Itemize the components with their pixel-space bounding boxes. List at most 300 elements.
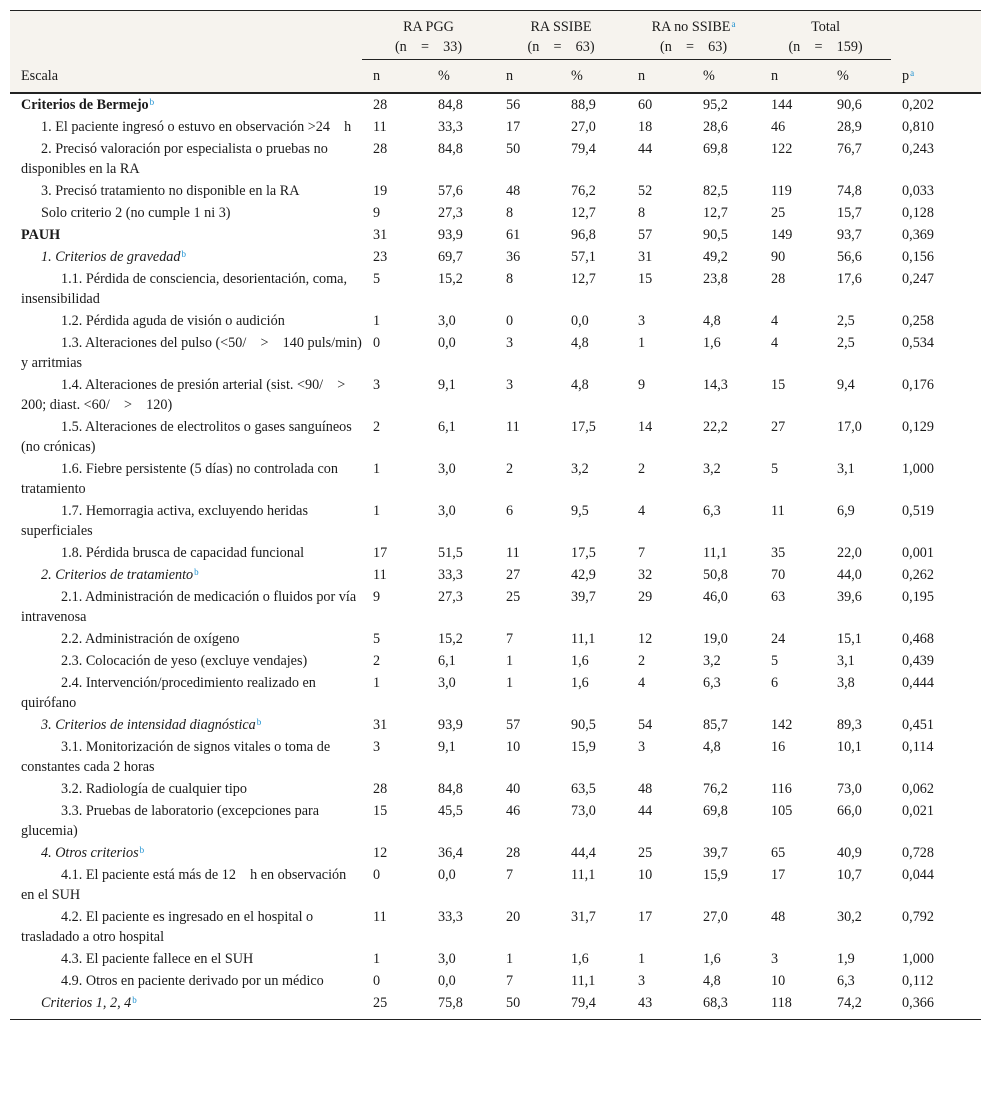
row-label: 1.4. Alteraciones de presión arterial (sist. <90/ > 200; diast. <60/ > 120) [21, 377, 360, 413]
cell-pct: 39,7 [703, 845, 728, 861]
cell-pct: 1,6 [703, 335, 721, 351]
cell-pct: 90,5 [703, 227, 728, 243]
cell-n: 31 [373, 227, 388, 243]
group-count: (n = 159) [788, 39, 863, 55]
cell-n: 3 [506, 377, 514, 393]
table-row [10, 247, 981, 269]
cell-pct: 73,0 [837, 781, 862, 797]
cell-n: 61 [506, 227, 521, 243]
group-header-ra-pgg [362, 11, 495, 60]
cell-p: 0,451 [902, 717, 934, 733]
cell-n: 25 [362, 993, 427, 1020]
cell-n: 60 [638, 97, 653, 113]
cell-pct: 51,5 [438, 545, 463, 561]
cell-pct: 6,3 [837, 973, 855, 989]
cell-n: 1 [506, 653, 514, 669]
cell-pct: 17,0 [837, 419, 862, 435]
cell-n: 28 [373, 141, 388, 157]
row-label: 3. Precisó tratamiento no disponible en la RA [41, 183, 300, 199]
row-label: 2.1. Administración de medicación o fluidos por vía intravenosa [21, 589, 357, 625]
cell-n: 11 [506, 419, 520, 435]
row-label-cell [10, 543, 362, 565]
cell-n: 70 [771, 567, 786, 583]
cell-n: 57 [638, 227, 653, 243]
column-header-pct: % [703, 68, 715, 84]
cell-pct: 89,3 [837, 717, 862, 733]
cell-pct: 17,6 [837, 271, 862, 287]
cell-pct: 27,3 [438, 205, 463, 221]
row-label: 4.2. El paciente es ingresado en el hospital o trasladado a otro hospital [21, 909, 314, 945]
table-row [10, 203, 981, 225]
cell-n: 1 [373, 503, 381, 519]
cell-n: 118 [760, 993, 826, 1020]
cell-n: 11 [373, 119, 387, 135]
cell-n: 8 [506, 271, 514, 287]
cell-n: 7 [506, 867, 514, 883]
cell-p: 0,243 [902, 141, 934, 157]
cell-pct: 93,9 [438, 227, 463, 243]
cell-pct: 28,9 [837, 119, 862, 135]
cell-n: 25 [771, 205, 786, 221]
cell-p: 0,366 [891, 993, 981, 1020]
cell-p: 0,444 [902, 675, 934, 691]
footnote-marker: a [910, 67, 915, 78]
row-label-cell [10, 715, 362, 737]
cell-n: 19 [373, 183, 388, 199]
cell-n: 15 [373, 803, 388, 819]
cell-pct: 6,1 [438, 419, 456, 435]
cell-n: 48 [771, 909, 786, 925]
cell-pct: 9,4 [837, 377, 855, 393]
cell-p: 0,129 [902, 419, 934, 435]
cell-p: 0,258 [902, 313, 934, 329]
table-row [10, 117, 981, 139]
cell-pct: 1,6 [571, 675, 589, 691]
cell-pct: 27,0 [703, 909, 728, 925]
cell-pct: 3,2 [703, 653, 721, 669]
cell-n: 5 [373, 631, 381, 647]
cell-n: 2 [506, 461, 514, 477]
cell-pct: 15,9 [703, 867, 728, 883]
cell-n: 142 [771, 717, 793, 733]
cell-n: 119 [771, 183, 792, 199]
cell-pct: 95,2 [703, 97, 728, 113]
results-table-container [10, 10, 981, 1020]
cell-n: 90 [771, 249, 786, 265]
cell-p: 1,000 [902, 951, 934, 967]
cell-pct: 3,1 [837, 653, 855, 669]
table-row [10, 417, 981, 459]
row-label-cell [10, 459, 362, 501]
cell-pct: 4,8 [571, 335, 589, 351]
row-label-cell [10, 737, 362, 779]
row-label-cell [10, 501, 362, 543]
column-header-n: n [638, 68, 646, 84]
group-header-ra-no-ssibe [627, 11, 760, 60]
row-label: 3. Criterios de intensidad diagnóstica [41, 717, 256, 733]
cell-n: 3 [638, 739, 646, 755]
cell-n: 3 [771, 951, 779, 967]
cell-pct: 14,3 [703, 377, 728, 393]
cell-n: 27 [506, 567, 521, 583]
cell-pct: 69,7 [438, 249, 463, 265]
cell-n: 3 [506, 335, 514, 351]
cell-pct: 0,0 [438, 867, 456, 883]
cell-pct: 0,0 [438, 335, 456, 351]
cell-n: 3 [373, 739, 381, 755]
row-label: Criterios de Bermejo [21, 97, 149, 113]
cell-pct: 84,8 [438, 781, 463, 797]
cell-pct: 75,8 [427, 993, 495, 1020]
cell-pct: 10,1 [837, 739, 862, 755]
cell-n: 65 [771, 845, 786, 861]
cell-pct: 76,2 [703, 781, 728, 797]
table-row [10, 333, 981, 375]
cell-pct: 1,6 [703, 951, 721, 967]
cell-n: 17 [506, 119, 521, 135]
cell-pct: 73,0 [571, 803, 596, 819]
group-name: RA SSIBE [530, 19, 592, 35]
cell-n: 57 [506, 717, 521, 733]
cell-n: 20 [506, 909, 521, 925]
cell-n: 5 [373, 271, 381, 287]
cell-p: 0,033 [902, 183, 934, 199]
row-label-cell [10, 203, 362, 225]
cell-p: 0,044 [902, 867, 934, 883]
cell-n: 105 [771, 803, 793, 819]
cell-n: 1 [373, 951, 381, 967]
cell-n: 31 [638, 249, 653, 265]
cell-pct: 76,7 [837, 141, 862, 157]
row-label: 3.3. Pruebas de laboratorio (excepciones para glucemia) [21, 803, 320, 839]
row-label: PAUH [21, 227, 61, 243]
table-row [10, 93, 981, 117]
cell-p: 0,519 [902, 503, 934, 519]
cell-pct: 3,0 [438, 503, 456, 519]
row-label-cell [10, 843, 362, 865]
cell-n: 1 [373, 461, 381, 477]
table-row [10, 587, 981, 629]
row-label-cell [10, 247, 362, 269]
cell-n: 1 [506, 675, 514, 691]
cell-n: 10 [506, 739, 521, 755]
cell-pct: 6,1 [438, 653, 456, 669]
cell-pct: 31,7 [571, 909, 596, 925]
cell-n: 24 [771, 631, 786, 647]
table-row [10, 225, 981, 247]
cell-pct: 39,6 [837, 589, 862, 605]
cell-p: 0,468 [902, 631, 934, 647]
row-label-cell [10, 93, 362, 117]
cell-pct: 69,8 [703, 141, 728, 157]
cell-n: 17 [373, 545, 388, 561]
row-label: 2.2. Administración de oxígeno [61, 631, 240, 647]
cell-n: 50 [495, 993, 560, 1020]
row-label: Solo criterio 2 (no cumple 1 ni 3) [41, 205, 231, 221]
table-row [10, 843, 981, 865]
cell-p: 0,810 [902, 119, 934, 135]
row-label-cell [10, 629, 362, 651]
footnote-marker: b [256, 717, 262, 727]
cell-pct: 69,8 [703, 803, 728, 819]
cell-n: 27 [771, 419, 786, 435]
table-row [10, 375, 981, 417]
table-row [10, 779, 981, 801]
row-label-cell [10, 651, 362, 673]
table-header [10, 11, 981, 94]
row-label-cell [10, 375, 362, 417]
column-header-p-label: p [902, 67, 910, 84]
cell-n: 23 [373, 249, 388, 265]
cell-n: 2 [638, 653, 646, 669]
cell-n: 7 [638, 545, 646, 561]
cell-p: 0,534 [902, 335, 934, 351]
cell-n: 28 [373, 781, 388, 797]
row-label-cell [10, 181, 362, 203]
cell-pct: 88,9 [571, 97, 596, 113]
cell-pct: 4,8 [703, 973, 721, 989]
cell-pct: 11,1 [571, 631, 596, 647]
cell-n: 1 [638, 335, 646, 351]
row-label-cell [10, 673, 362, 715]
cell-pct: 44,0 [837, 567, 862, 583]
row-label-cell [10, 225, 362, 247]
cell-n: 116 [771, 781, 792, 797]
cell-n: 9 [373, 589, 381, 605]
cell-pct: 3,0 [438, 951, 456, 967]
group-header-total [760, 11, 891, 60]
cell-n: 46 [771, 119, 786, 135]
table-row [10, 501, 981, 543]
cell-p: 0,195 [902, 589, 934, 605]
header-blank [10, 11, 362, 60]
cell-n: 40 [506, 781, 521, 797]
cell-n: 0 [373, 867, 381, 883]
cell-pct: 74,8 [837, 183, 862, 199]
cell-pct: 40,9 [837, 845, 862, 861]
cell-n: 28 [506, 845, 521, 861]
cell-p: 0,439 [902, 653, 934, 669]
row-label-cell [10, 971, 362, 993]
cell-n: 54 [638, 717, 653, 733]
row-label: 1. Criterios de gravedad [41, 249, 181, 265]
cell-pct: 33,3 [438, 567, 463, 583]
cell-n: 31 [373, 717, 388, 733]
cell-n: 1 [638, 951, 646, 967]
cell-pct: 9,1 [438, 377, 456, 393]
cell-n: 63 [771, 589, 786, 605]
table-row [10, 311, 981, 333]
table-row [10, 801, 981, 843]
cell-n: 7 [506, 631, 514, 647]
table-row [10, 629, 981, 651]
cell-n: 32 [638, 567, 653, 583]
footnote-marker: a [731, 19, 736, 29]
cell-p: 0,156 [902, 249, 934, 265]
cell-n: 12 [373, 845, 388, 861]
row-label: 2.3. Colocación de yeso (excluye vendajes) [61, 653, 308, 669]
cell-p: 0,114 [902, 739, 934, 755]
cell-pct: 17,5 [571, 545, 596, 561]
cell-pct: 28,6 [703, 119, 728, 135]
cell-p: 0,728 [902, 845, 934, 861]
table-row [10, 715, 981, 737]
row-label: 1.5. Alteraciones de electrolitos o gases sanguíneos (no crónicas) [21, 419, 352, 455]
cell-n: 56 [506, 97, 521, 113]
row-label-cell [10, 587, 362, 629]
cell-pct: 57,1 [571, 249, 596, 265]
table-row [10, 139, 981, 181]
header-blank [891, 11, 981, 60]
footnote-marker: b [194, 567, 199, 577]
cell-n: 4 [771, 313, 779, 329]
cell-p: 0,001 [902, 545, 934, 561]
cell-n: 4 [638, 503, 646, 519]
cell-pct: 9,1 [438, 739, 456, 755]
table-row [10, 651, 981, 673]
cell-n: 44 [638, 141, 653, 157]
cell-n: 9 [373, 205, 381, 221]
cell-pct: 79,4 [571, 141, 596, 157]
footnote-marker: b [149, 97, 155, 107]
cell-pct: 1,6 [571, 653, 589, 669]
cell-n: 2 [638, 461, 646, 477]
cell-n: 43 [627, 993, 692, 1020]
cell-n: 25 [638, 845, 653, 861]
cell-pct: 63,5 [571, 781, 596, 797]
row-label: 1.2. Pérdida aguda de visión o audición [61, 313, 285, 329]
cell-n: 7 [506, 973, 514, 989]
cell-pct: 15,7 [837, 205, 862, 221]
column-header-n: n [771, 68, 779, 84]
cell-n: 4 [638, 675, 646, 691]
cell-n: 11 [506, 545, 520, 561]
cell-pct: 4,8 [703, 739, 721, 755]
cell-n: 11 [771, 503, 785, 519]
cell-pct: 17,5 [571, 419, 596, 435]
column-header-n: n [506, 68, 514, 84]
cell-n: 6 [771, 675, 779, 691]
cell-pct: 96,8 [571, 227, 596, 243]
cell-n: 5 [771, 653, 779, 669]
row-label: 1.7. Hemorragia activa, excluyendo heridas superficiales [21, 503, 308, 539]
cell-n: 122 [771, 141, 793, 157]
cell-n: 3 [638, 313, 646, 329]
cell-pct: 12,7 [571, 205, 596, 221]
cell-p: 1,000 [902, 461, 934, 477]
cell-p: 0,792 [902, 909, 934, 925]
cell-pct: 84,8 [438, 97, 463, 113]
cell-pct: 3,8 [837, 675, 855, 691]
cell-pct: 3,2 [571, 461, 589, 477]
cell-pct: 27,3 [438, 589, 463, 605]
row-label-cell [10, 949, 362, 971]
cell-n: 17 [638, 909, 653, 925]
cell-n: 149 [771, 227, 793, 243]
cell-pct: 10,7 [837, 867, 862, 883]
row-label: 3.1. Monitorización de signos vitales o toma de constantes cada 2 horas [21, 739, 331, 775]
table-row [10, 993, 981, 1020]
cell-n: 3 [373, 377, 381, 393]
column-header-pct: % [571, 68, 583, 84]
cell-n: 1 [373, 675, 381, 691]
cell-pct: 1,6 [571, 951, 589, 967]
table-row [10, 543, 981, 565]
cell-n: 5 [771, 461, 779, 477]
cell-pct: 44,4 [571, 845, 596, 861]
table-row [10, 459, 981, 501]
cell-n: 48 [638, 781, 653, 797]
row-label-cell [10, 139, 362, 181]
table-row [10, 565, 981, 587]
cell-n: 2 [373, 419, 381, 435]
cell-n: 15 [638, 271, 653, 287]
cell-n: 1 [506, 951, 514, 967]
cell-pct: 0,0 [438, 973, 456, 989]
cell-pct: 15,9 [571, 739, 596, 755]
cell-pct: 2,5 [837, 313, 855, 329]
cell-n: 11 [373, 567, 387, 583]
table-body [10, 93, 981, 1020]
group-header-ra-ssibe [495, 11, 627, 60]
column-header-pct: % [837, 68, 849, 84]
footnote-marker: b [139, 845, 145, 855]
table-row [10, 865, 981, 907]
cell-n: 17 [771, 867, 786, 883]
table-row [10, 181, 981, 203]
footnote-marker: b [132, 995, 137, 1005]
cell-n: 0 [506, 313, 514, 329]
cell-pct: 3,0 [438, 461, 456, 477]
cell-pct: 76,2 [571, 183, 596, 199]
cell-n: 16 [771, 739, 786, 755]
column-header-n: n [373, 68, 381, 84]
cell-pct: 49,2 [703, 249, 728, 265]
cell-n: 8 [506, 205, 514, 221]
row-label: 1.1. Pérdida de consciencia, desorientación, coma, insensibilidad [21, 271, 348, 307]
row-label: 1.6. Fiebre persistente (5 días) no controlada con tratamiento [21, 461, 338, 497]
cell-pct: 19,0 [703, 631, 728, 647]
cell-pct: 33,3 [438, 119, 463, 135]
cell-n: 48 [506, 183, 521, 199]
cell-n: 50 [506, 141, 521, 157]
results-table [10, 10, 981, 1020]
table-row [10, 907, 981, 949]
cell-n: 0 [373, 335, 381, 351]
cell-p: 0,128 [902, 205, 934, 221]
cell-p: 0,062 [902, 781, 934, 797]
cell-n: 0 [373, 973, 381, 989]
cell-n: 3 [638, 973, 646, 989]
cell-pct: 12,7 [571, 271, 596, 287]
cell-pct: 6,9 [837, 503, 855, 519]
cell-n: 144 [771, 97, 793, 113]
cell-p: 0,176 [902, 377, 934, 393]
cell-pct: 79,4 [560, 993, 627, 1020]
cell-pct: 93,7 [837, 227, 862, 243]
cell-pct: 22,0 [837, 545, 862, 561]
cell-n: 29 [638, 589, 653, 605]
cell-pct: 9,5 [571, 503, 589, 519]
cell-p: 0,262 [902, 567, 934, 583]
row-label-cell [10, 779, 362, 801]
cell-n: 4 [771, 335, 779, 351]
cell-pct: 2,5 [837, 335, 855, 351]
cell-pct: 84,8 [438, 141, 463, 157]
footnote-marker: b [181, 249, 186, 259]
cell-pct: 22,2 [703, 419, 728, 435]
cell-n: 8 [638, 205, 646, 221]
